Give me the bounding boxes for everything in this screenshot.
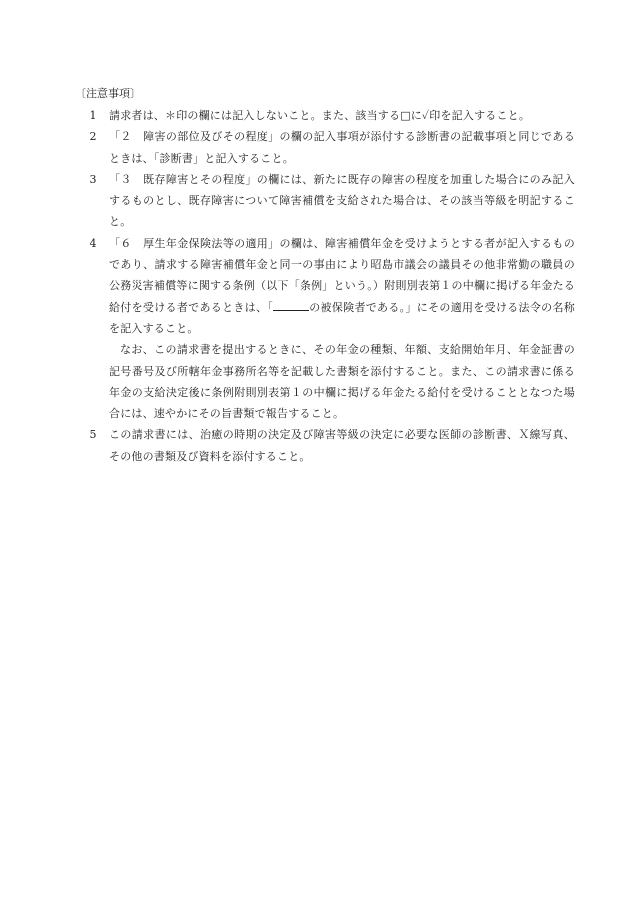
note-text: 「２ 障害の部位及びその程度」の欄の記入事項が添付する診断書の記載事項と同じであるときは、「診断書」と記入すること。 (109, 130, 575, 165)
note-text-before-blank: 「６ 厚生年金保険法等の適用」の欄は、障害補償年金を受けようとする者が記入するものであり、請求する障害補償年金と同一の事由により昭島市議会の議員その他非常勤の職員の公務災害補償等に関する条例（以下「条例」という。）附則別表第１の中欄に掲げる年金たる給付を受ける者であるときは、「 (109, 236, 575, 314)
note-text (109, 233, 575, 339)
fill-in-blank (273, 300, 309, 311)
note-item-5 (75, 424, 575, 467)
note-number: 1 (89, 109, 97, 122)
note-number: 3 (89, 172, 97, 186)
note-item-2 (75, 126, 575, 169)
note-item-4-supplement: なお、この請求書を提出するときに、その年金の種類、年額、支給開始年月、年金証書の記号番号及び所轄年金事務所名等を記載した書類を添付すること。また、この請求書に係る年金の支給決定後に条例附則別表第１の中欄に掲げる年金たる給付を受けることとなつた場合には、速やかにその旨書類で報告すること。 (109, 343, 575, 421)
note-number: 2 (89, 130, 97, 144)
note-number: 4 (89, 236, 97, 250)
note-item-4 (75, 233, 575, 339)
note-text: 請求者は、＊印の欄には記入しないこと。また、該当する□に✓印を記入すること。 (109, 109, 531, 122)
note-item-3 (75, 169, 575, 233)
note-text: 「３ 既存障害とその程度」の欄には、新たに既存の障害の程度を加重した場合にのみ記入するものとし、既存障害について障害補償を支給された場合は、その該当等級を明記すること。 (109, 172, 575, 229)
note-text-after-blank: の被保険者である。」にその適用を受ける法令の名称を記入すること。 (109, 300, 575, 335)
note-item-1 (75, 105, 575, 126)
notes-heading: 〔注意事項〕 (75, 87, 141, 100)
note-number: 5 (89, 428, 97, 442)
notes-section (75, 83, 575, 467)
note-text: この請求書には、治癒の時期の決定及び障害等級の決定に必要な医師の診断書、Ｘ線写真、その他の書類及び資料を添付すること。 (109, 428, 575, 463)
